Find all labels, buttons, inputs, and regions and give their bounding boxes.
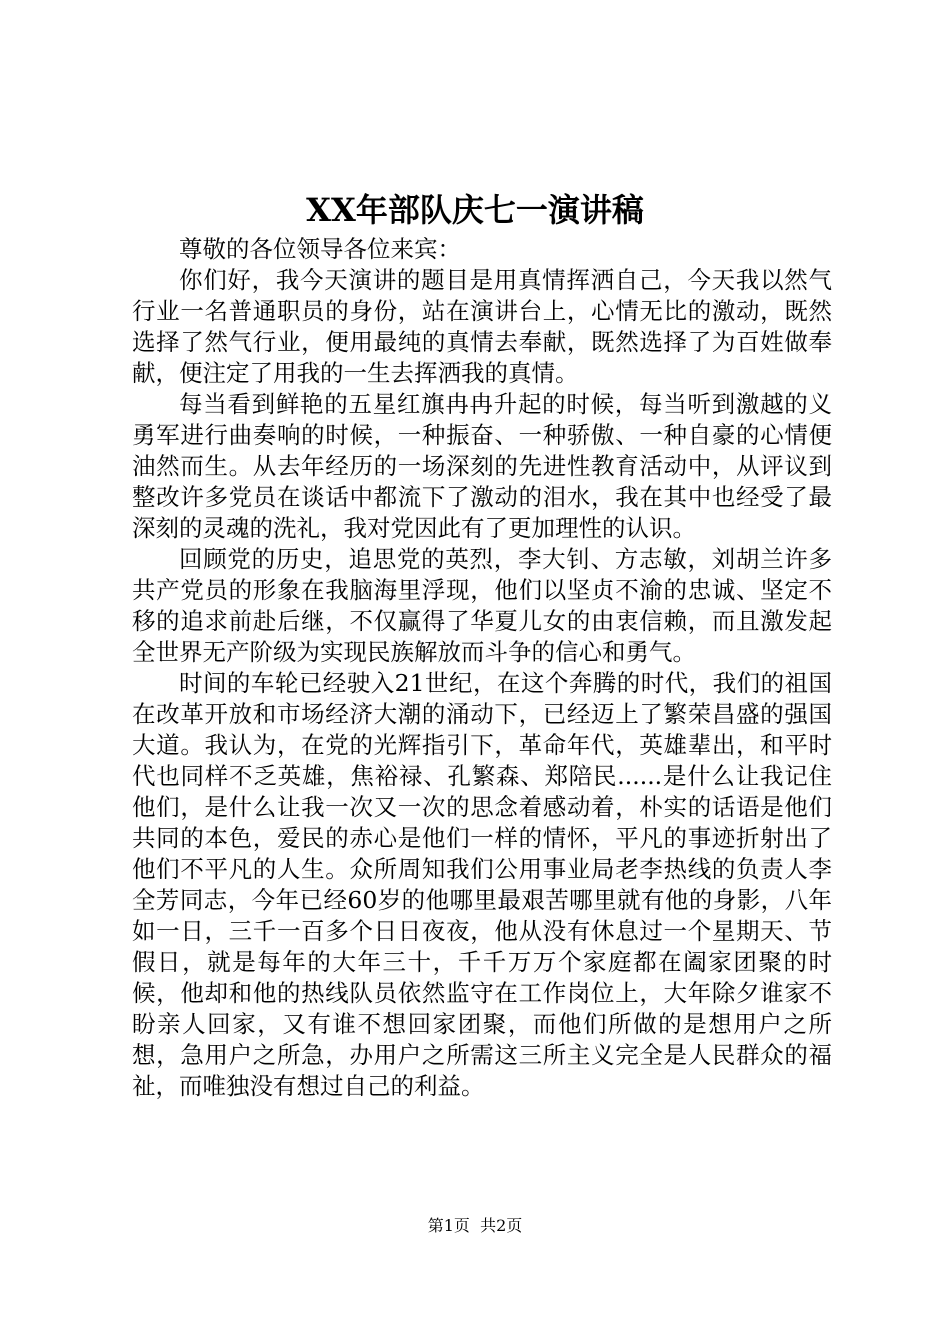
- document-body: [132, 234, 832, 1102]
- paragraph: 你们好，我今天演讲的题目是用真情挥洒自己，今天我以然气行业一名普通职员的身份，站在演讲台上，心情无比的激动，既然选择了然气行业，便用最纯的真情去奉献，既然选择了为百姓做奉献，便注定了用我的一生去挥洒我的真情。: [132, 266, 832, 387]
- paragraph: 回顾党的历史，追思党的英烈，李大钊、方志敏，刘胡兰许多共产党员的形象在我脑海里浮现，他们以坚贞不渝的忠诚、坚定不移的追求前赴后继，不仅赢得了华夏儿女的由衷信赖，而且激发起全世界无产阶级为实现民族解放而斗争的信心和勇气。: [132, 545, 832, 666]
- footer-spacer: [470, 1216, 480, 1235]
- paragraph: 时间的车轮已经驶入21世纪，在这个奔腾的时代，我们的祖国在改革开放和市场经济大潮的涌动下，已经迈上了繁荣昌盛的强国大道。我认为，在党的光辉指引下，革命年代，英雄辈出，和平时代也同样不乏英雄，焦裕禄、孔繁森、郑陪民......是什么让我记住他们，是什么让我一次又一次的思念着感动着，朴实的话语是他们共同的本色，爱民的赤心是他们一样的情怀，平凡的事迹折射出了他们不平凡的人生。众所周知我们公用事业局老李热线的负责人李全芳同志，今年已经60岁的他哪里最艰苦哪里就有他的身影，八年如一日，三千一百多个日日夜夜，他从没有休息过一个星期天、节假日，就是每年的大年三十，千千万万个家庭都在阖家团聚的时候，他却和他的热线队员依然监守在工作岗位上，大年除夕谁家不盼亲人回家，又有谁不想回家团聚，而他们所做的是想用户之所想，急用户之所急，办用户之所需这三所主义完全是人民群众的福祉，而唯独没有想过自己的利益。: [132, 669, 832, 1100]
- salutation: 尊敬的各位领导各位来宾：: [179, 235, 461, 263]
- page-number-total: 共2页: [480, 1216, 523, 1235]
- page-number-current: 第1页: [427, 1216, 470, 1235]
- document-title: XX年部队庆七一演讲稿: [306, 191, 644, 229]
- page-footer: [0, 1214, 950, 1238]
- paragraph: 每当看到鲜艳的五星红旗冉冉升起的时候，每当听到激越的义勇军进行曲奏响的时候，一种振奋、一种骄傲、一种自豪的心情便油然而生。从去年经历的一场深刻的先进性教育活动中，从评议到整改许多党员在谈话中都流下了激动的泪水，我在其中也经受了最深刻的灵魂的洗礼，我对党因此有了更加理性的认识。: [132, 390, 832, 542]
